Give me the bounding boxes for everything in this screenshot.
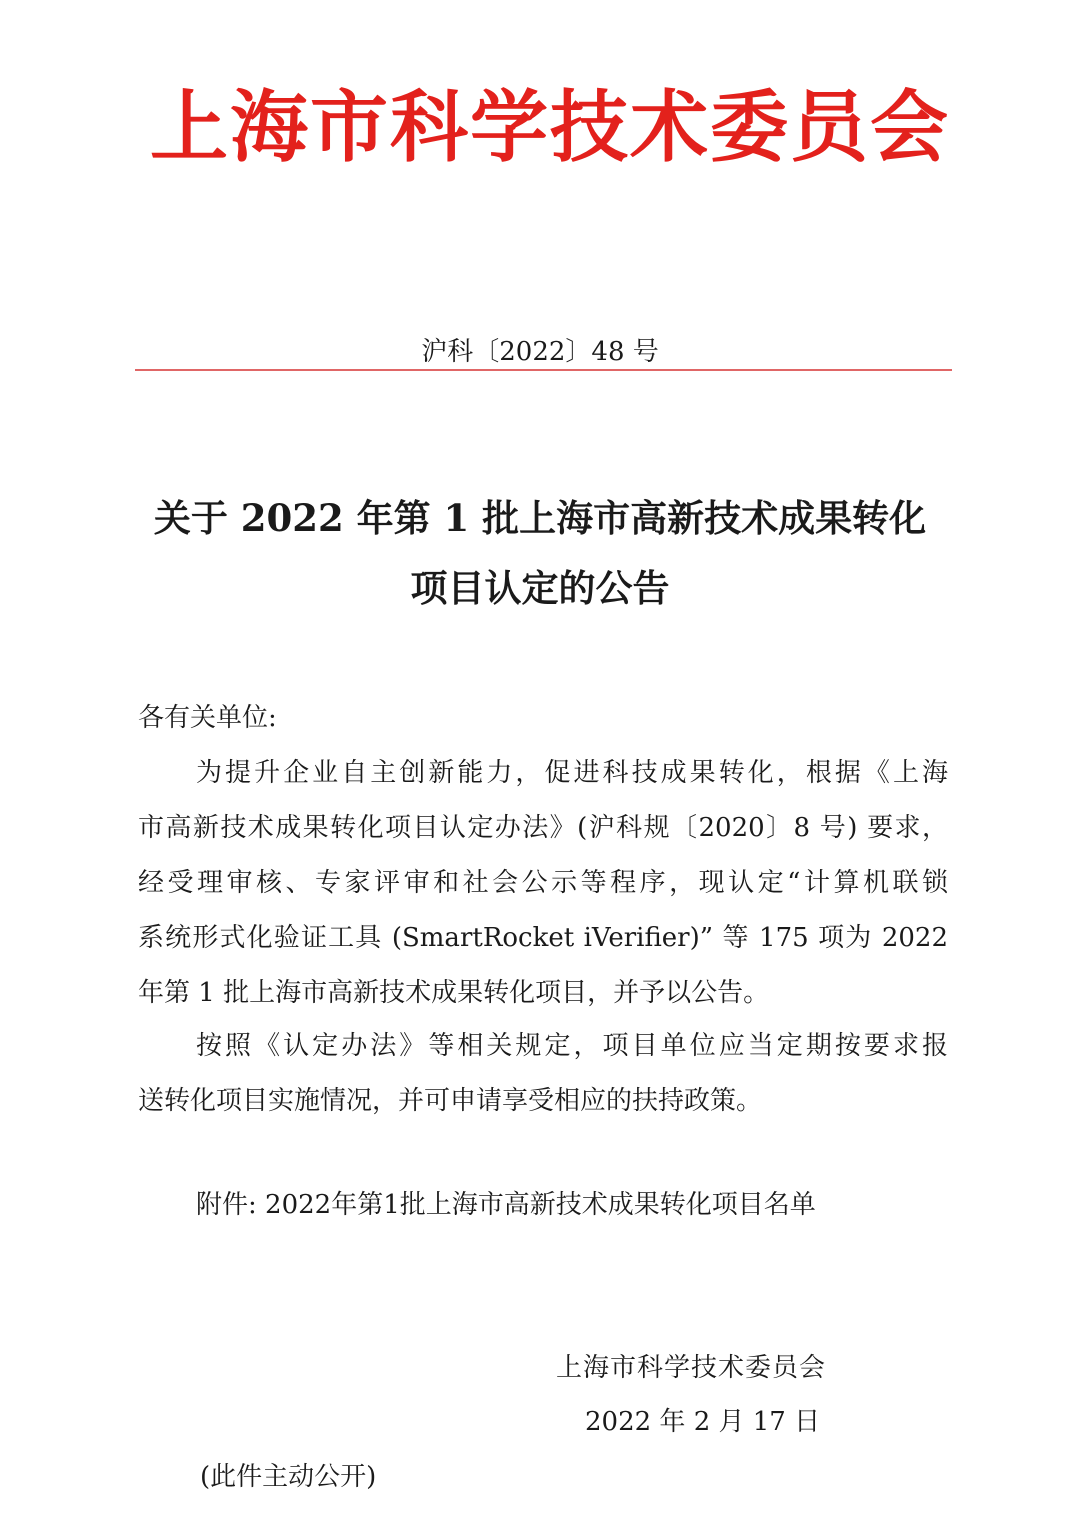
disclosure-note: (此件主动公开) [200, 1462, 377, 1492]
signature-date: 2022 年 2 月 17 日 [585, 1407, 821, 1437]
body-line: 年第 1 批上海市高新技术成果转化项目，并予以公告。 [138, 978, 770, 1008]
notice-heading-line-1: 关于 2022 年第 1 批上海市高新技术成果转化 [153, 496, 927, 540]
red-divider-line [135, 369, 952, 371]
signature-org: 上海市科学技术委员会 [556, 1353, 827, 1383]
body-line: 市高新技术成果转化项目认定办法》(沪科规〔2020〕8 号) 要求， [138, 813, 948, 843]
body-line: 为提升企业自主创新能力，促进科技成果转化，根据《上海 [196, 758, 948, 788]
salutation: 各有关单位: [138, 703, 277, 733]
body-line: 按照《认定办法》等相关规定，项目单位应当定期按要求报 [196, 1031, 948, 1061]
document-number: 沪科〔2022〕48 号 [421, 337, 659, 367]
issuing-org-title: 上海市科学技术委员会 [150, 82, 951, 173]
attachment-note: 附件: 2022年第1批上海市高新技术成果转化项目名单 [196, 1190, 816, 1220]
notice-heading-line-2: 项目认定的公告 [410, 566, 670, 610]
body-line: 经受理审核、专家评审和社会公示等程序，现认定“计算机联锁 [138, 868, 948, 898]
body-line: 系统形式化验证工具 (SmartRocket iVerifier)” 等 175 项为 2022 [138, 923, 948, 953]
body-line: 送转化项目实施情况，并可申请享受相应的扶持政策。 [138, 1086, 763, 1116]
